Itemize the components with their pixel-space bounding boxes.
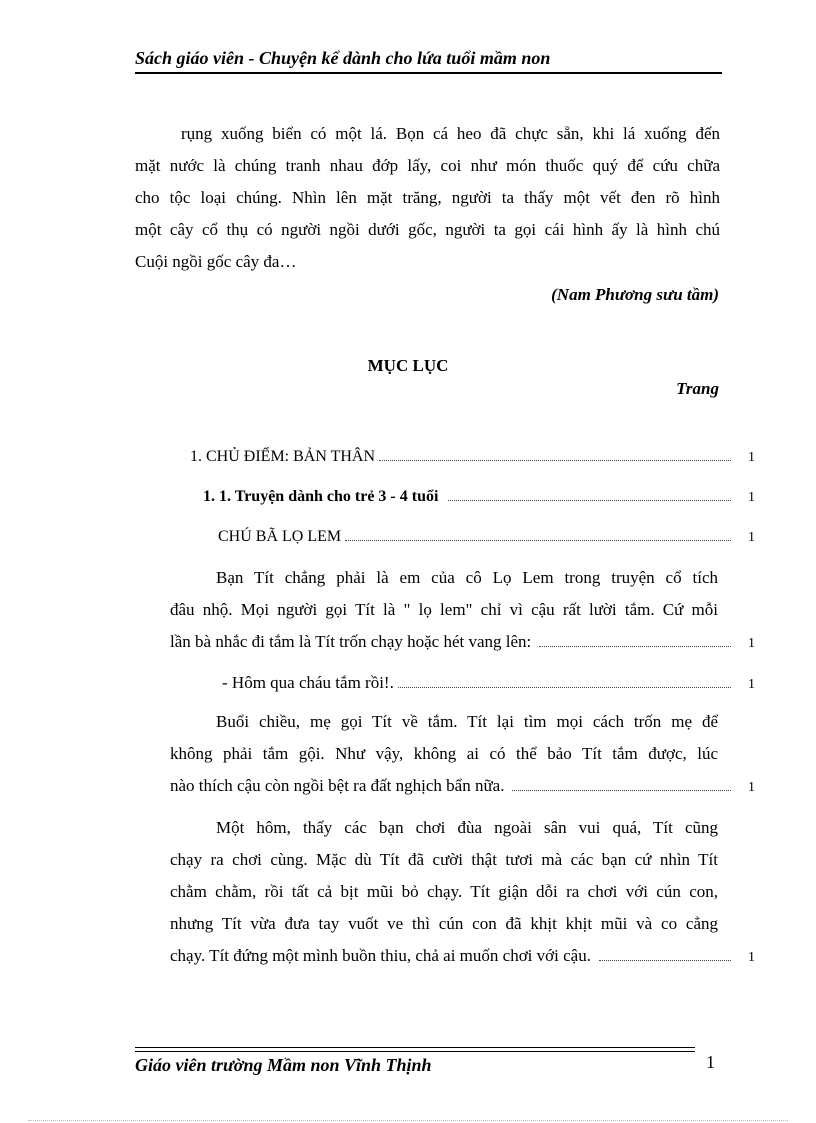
- toc-entry-page: 1: [748, 450, 755, 465]
- toc-para-line: chạy ra chơi cùng. Mặc dù Tít đã cười thật tươi mà các bạn cứ nhìn Tít: [170, 850, 718, 869]
- leader-dots: [539, 645, 731, 647]
- toc-entry-page: 1: [748, 636, 755, 651]
- leader-dots: [599, 959, 731, 961]
- toc-title: MỤC LỤC: [367, 356, 449, 375]
- toc-entry-page: 1: [748, 950, 755, 965]
- toc-entry-page: 1: [748, 677, 755, 692]
- toc-entry-label: - Hôm qua cháu tắm rồi!.: [222, 673, 394, 692]
- leader-dots: [379, 459, 731, 461]
- toc-entry-paragraph[interactable]: [170, 562, 755, 660]
- toc-entry[interactable]: [222, 673, 755, 693]
- page-edge-dots: [28, 1120, 788, 1121]
- toc-entry-label: 1. CHỦ ĐIỂM: BẢN THÂN: [190, 448, 376, 465]
- intro-line: mặt nước là chúng tranh nhau đớp lấy, coi như món thuốc quý để cứu chữa: [135, 156, 720, 175]
- toc-entry-page: 1: [748, 530, 755, 545]
- toc-entry[interactable]: [190, 448, 755, 466]
- page-number: 1: [706, 1052, 715, 1072]
- toc-entry-label: CHÚ BÃ LỌ LEM: [218, 528, 342, 545]
- leader-dots: [398, 686, 731, 688]
- intro-paragraph: [135, 118, 720, 278]
- toc-entry-page: 1: [748, 780, 755, 795]
- toc-para-line: đâu nhộ. Mọi người gọi Tít là " lọ lem" chỉ vì cậu rất lười tắm. Cứ mỗi: [170, 600, 718, 619]
- toc-para-line: chạy. Tít đứng một mình buồn thiu, chả ai muốn chơi với cậu.: [170, 946, 591, 965]
- toc-para-line: Bạn Tít chẳng phải là em của cô Lọ Lem trong truyện cổ tích: [216, 568, 718, 587]
- header-rule: [135, 72, 722, 74]
- intro-line: cho tộc loại chúng. Nhìn lên mặt trăng, người ta thấy một vết đen rõ hình: [135, 188, 720, 207]
- toc-para-last-line: [170, 626, 755, 660]
- running-footer: Giáo viên trường Mầm non Vĩnh Thịnh: [135, 1055, 432, 1075]
- footer-rule: [135, 1047, 695, 1048]
- toc-entry-label: 1. 1. Truyện dành cho trẻ 3 - 4 tuổi: [203, 488, 439, 505]
- intro-line: Cuội ngồi gốc cây đa…: [135, 252, 297, 271]
- source-credit: (Nam Phương sưu tầm): [551, 285, 719, 304]
- toc-para-line: nào thích cậu còn ngồi bệt ra đất nghịch bẩn nữa.: [170, 776, 505, 795]
- toc-para-last-line: [170, 940, 755, 974]
- toc-entry[interactable]: [203, 488, 755, 506]
- toc-entry-page: 1: [748, 490, 755, 505]
- toc-para-line: Một hôm, thấy các bạn chơi đùa ngoài sân vui quá, Tít cũng: [216, 818, 718, 837]
- toc-entry[interactable]: [218, 528, 755, 546]
- page-column-label: Trang: [676, 379, 719, 398]
- toc-para-line: Buổi chiều, mẹ gọi Tít về tắm. Tít lại tìm mọi cách trốn mẹ để: [216, 712, 718, 731]
- intro-line: một cây cổ thụ có người ngồi dưới gốc, người ta gọi cái hình ấy là hình chú: [135, 220, 720, 239]
- leader-dots: [448, 499, 731, 501]
- leader-dots: [512, 789, 731, 791]
- toc-para-line: nhưng Tít vừa đưa tay vuốt ve thì cún con đã khịt khịt mũi và co cẳng: [170, 914, 718, 933]
- leader-dots: [345, 539, 731, 541]
- toc-entry-paragraph[interactable]: [170, 812, 755, 974]
- footer-rule: [135, 1051, 695, 1052]
- toc-para-last-line: [170, 770, 755, 804]
- toc-entry-paragraph[interactable]: [170, 706, 755, 804]
- toc-para-line: không phải tắm gội. Như vậy, không ai có thể bảo Tít tắm được, lúc: [170, 744, 718, 763]
- toc-para-line: chằm chằm, rồi tất cả bịt mũi bỏ chạy. Tít giận dỗi ra chơi với cún con,: [170, 882, 718, 901]
- toc-para-line: lần bà nhắc đi tắm là Tít trốn chạy hoặc hét vang lên:: [170, 632, 532, 651]
- intro-line: rụng xuống biển có một lá. Bọn cá heo đã chực sẵn, khi lá xuống đến: [181, 124, 720, 143]
- running-header: Sách giáo viên - Chuyện kể dành cho lứa tuổi mầm non: [135, 48, 551, 68]
